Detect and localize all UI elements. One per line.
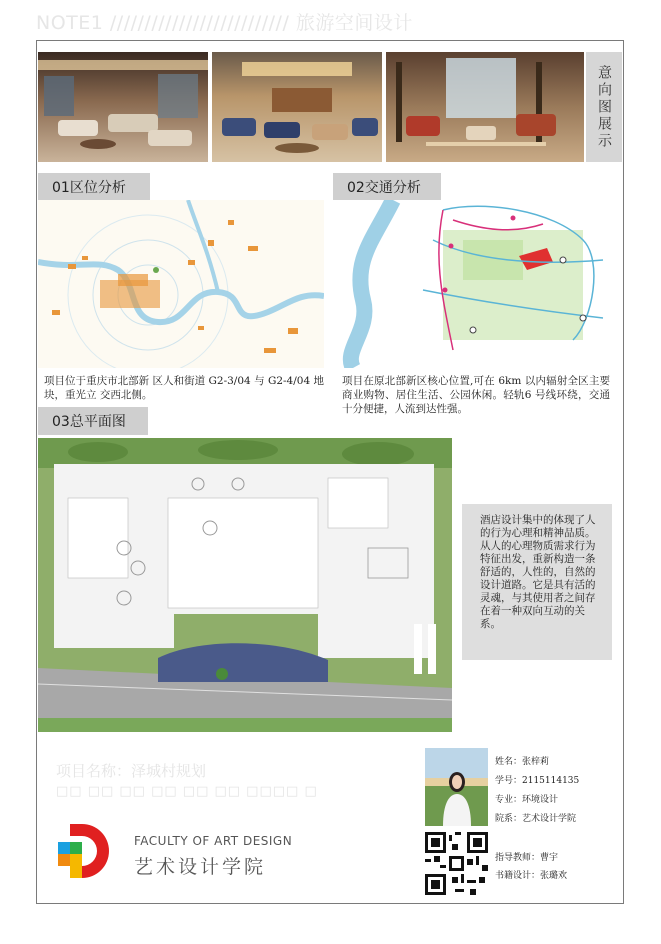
project-name: 项目名称：泽城村规划 [56, 762, 207, 780]
faculty-name-en: FACULTY OF ART DESIGN [134, 834, 293, 848]
student-major: 专业：环境设计 [495, 795, 559, 805]
advisor: 指导教师：曹宇 [495, 853, 559, 863]
section-tab-location: 01区位分析 [38, 173, 150, 201]
intent-photo-2 [212, 52, 382, 162]
student-college: 院系：艺术设计学院 [495, 814, 577, 824]
intent-side-label: 意向图展示 [586, 52, 622, 162]
section-tab-plan: 03总平面图 [38, 407, 148, 435]
intent-photo-1 [38, 52, 208, 162]
faculty-name-cn: 艺术设计学院 [134, 856, 267, 878]
faculty-logo [56, 820, 118, 882]
qr-code [425, 832, 488, 895]
location-description: 项目位于重庆市北部新 区人和街道 G2-3/04 与 G2-4/04 地块，重光立 交西北侧。 [44, 375, 324, 401]
section-tab-traffic: 02交通分析 [333, 173, 441, 201]
intent-photo-3 [386, 52, 584, 162]
book-designer: 书籍设计：张璐欢 [495, 871, 568, 881]
location-map [38, 200, 324, 368]
page-header-title: NOTE1 ////////////////////////// 旅游空间设计 [36, 12, 413, 34]
student-id: 学号：2115114135 [495, 776, 580, 786]
project-subtitle: □□ □□ □□ □□ □□ □□ □□□□ □ [56, 784, 318, 799]
master-plan-image [38, 438, 452, 732]
design-description-box: 酒店设计集中的体现了人的行为心理和精神品质。从人的心理物质需求行为特征出发，重新构造一条舒适的，人性的，自然的设计道路。它是具有活的灵魂，与其使用者之间存在着一种双向互动的关系。 [462, 504, 612, 660]
student-photo [425, 748, 488, 826]
student-name: 姓名：张梓莉 [495, 757, 550, 767]
traffic-map [333, 200, 611, 368]
traffic-description: 项目在原北部新区核心位置,可在 6km 以内辐射全区主要商业购物、居住生活、公园休闲。轻轨6 号线环绕，交通十分便捷，人流到达性强。 [342, 375, 610, 415]
